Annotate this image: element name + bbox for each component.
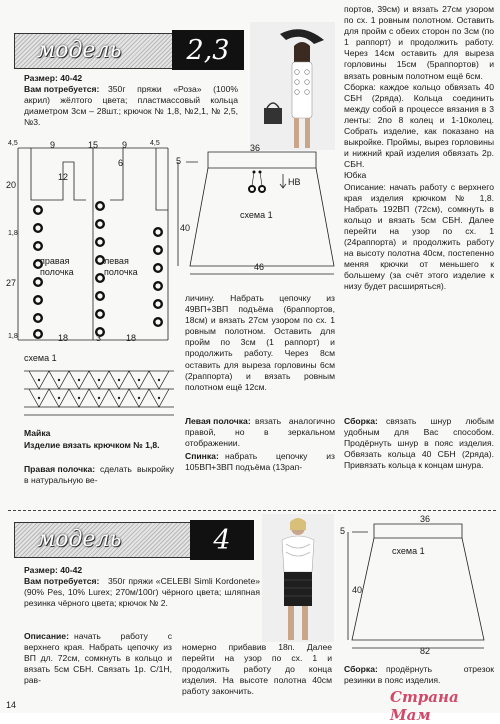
skirt-23-hem-dim: 46 xyxy=(254,262,265,272)
model-4-description-text: начать работу с верхнего края. Набрать цепочку из ВП дл. 72см, сомкнуть в кольцо и вязать 5см СБН. Связать 1р. С/1Н, рав- xyxy=(24,631,172,686)
skirt-4-height-dim: 40 xyxy=(352,585,363,595)
left-front-piece-label: левая полочка xyxy=(104,256,138,277)
stitch-scheme-chart xyxy=(24,363,174,423)
model-4-banner-label: модель xyxy=(37,527,122,552)
model-4-photo xyxy=(262,514,334,642)
top-dim-6: 12 xyxy=(58,172,69,182)
model-4-materials-label: Вам потребуется: xyxy=(24,576,100,586)
model-23-materials-label: Вам потребуется: xyxy=(24,84,100,94)
model-4-number: 4 xyxy=(190,520,254,560)
left-front-label: Левая полочка: xyxy=(185,416,251,426)
skirt-4-mark-dim: 5 xyxy=(340,526,346,536)
assembly-label: Сборка: xyxy=(344,416,378,426)
skirt-4-hem-dim: 82 xyxy=(420,646,431,656)
back-label: Спинка: xyxy=(185,451,219,461)
skirt-23-schema-label: схема 1 xyxy=(240,210,273,220)
top-dim-8: 20 xyxy=(6,180,17,190)
top-dim-7: 6 xyxy=(118,158,124,168)
top-pattern-diagram xyxy=(8,140,178,355)
model-23-materials-text: 350г пряжи «Роза» (100% акрил) жёлтого цвета; пластмассовый кольца диаметром 3см – 28шт.; крючок № 1,8, №2,1, № 2,5, №3. xyxy=(24,84,238,128)
left-front-text: вязать аналогично правой, но в зеркальном отображении. xyxy=(185,416,335,449)
stitch-scheme-label: схема 1 xyxy=(24,353,57,363)
model-4-size: Размер: 40-42 xyxy=(24,565,83,575)
top-dim-11: 1,8 xyxy=(8,333,18,340)
skirt-23-height-dim: 40 xyxy=(180,223,191,233)
skirt-23-direction: НВ xyxy=(288,177,301,187)
skirt-4-waist-dim: 36 xyxy=(420,514,431,524)
page-number: 14 xyxy=(6,700,17,710)
model-23-col3-text: портов, 39см) и вязать 27см узором по сх. 1 ровным полотном. Оставить для пройм с обеих сторон по 3см (по 1 раппорт) и продолжить работу. Через 14см оставить для выреза горловины 15см (5раппортов) и вязать ровным полотном ещё 6см. Сборка: каждое кольцо обвязать 40 СБН (2ряда). Кольца соединить между собой в процессе вязания в 3 ленты: 2по 8 колец и 1-10колец. Собрать изделие, как показано на выкройке. Проймы, вырез горловины и нижний край изделия обвязать 2р. СБН. Юбка Описание: начать работу с верхнего края изделия крючком № 1,8. Набрать 192ВП (72см), сомкнуть в кольцо и вязать 5см СБН. Далее перейти на узор по сх. 1 (24раппорта) и продолжить работу на высоту полотна 40см, постепенно меняя крючки от меньшего к большему (за счёт этого изделие к низу будет расширяться). xyxy=(344,4,494,292)
top-dim-14: 18 xyxy=(126,333,137,343)
model-23-photo xyxy=(250,22,335,150)
model-23-col2-text: личину. Набрать цепочку из 49ВП+3ВП подъёма (6раппортов, 18см) и вязать 27см узором по сх. 1 ровным полотном. Оставить для пройм по 3см (1 раппорт) и продолжить работу. Через 8см оставить для выреза горловины 6см (2раппорта) и вязать ровным полотном ещё 12см. xyxy=(185,293,335,392)
model-23-banner-label: модель xyxy=(37,38,122,63)
section-divider xyxy=(8,510,496,511)
skirt-23-mark-dim: 5 xyxy=(176,156,182,166)
mayka-title: Майка xyxy=(24,428,51,438)
skirt-diagram-4 xyxy=(344,512,494,660)
mayka-subtitle: Изделие вязать крючком № 1,8. xyxy=(24,440,160,450)
skirt-23-waist-dim: 36 xyxy=(250,143,261,153)
watermark: Страна Мам xyxy=(390,688,459,724)
model-4-col2-text: номерно прибавив 18п. Далее перейти на узор по сх. 1 и продолжить работу до конца изделия. На высоте полотна 40см работу закончить. xyxy=(182,642,332,697)
model-4-assembly-label: Сборка: xyxy=(344,664,378,674)
top-dim-10: 27 xyxy=(6,278,17,288)
top-dim-5: 4,5 xyxy=(150,140,160,147)
assembly-text: связать шнур любым удобным для Вас способом. Продёрнуть шнур в пояс изделия. Обвязать кольца 40 СБН (2ряда). Привязать кольца к концам шнура. xyxy=(344,416,494,471)
right-front-label: Правая полочка: xyxy=(24,464,96,474)
model-23-number: 2,3 xyxy=(172,30,244,70)
top-dim-12: 18 xyxy=(58,333,69,343)
model-4-assembly-text: продёрнуть отрезок резинки в пояс изделия. xyxy=(344,664,494,686)
top-dim-3: 15 xyxy=(88,140,99,150)
model-4-materials-text: 350г пряжи «CELEBI Simli Kordonete» (90% Pes, 10% Lurex; 270м/100г) чёрного цвета; шляпная резинка чёрного цвета; крючок № 2. xyxy=(24,576,260,609)
top-dim-4: 9 xyxy=(122,140,128,150)
right-front-piece-label: правая полочка xyxy=(40,256,74,277)
top-dim-9: 1,8 xyxy=(8,230,18,237)
top-dim-2: 9 xyxy=(50,140,56,150)
model-23-size: Размер: 40-42 xyxy=(24,73,83,83)
skirt-4-schema-label: схема 1 xyxy=(392,546,425,556)
top-dim-13: 3 xyxy=(96,333,102,343)
back-text: набрать цепочку из 105ВП+3ВП подъёма (13рап- xyxy=(185,451,335,473)
right-front-text: сделать выкройку в натуральную ве- xyxy=(24,464,174,486)
top-dim-1: 4,5 xyxy=(8,140,18,147)
model-4-description-label: Описание: xyxy=(24,631,69,641)
